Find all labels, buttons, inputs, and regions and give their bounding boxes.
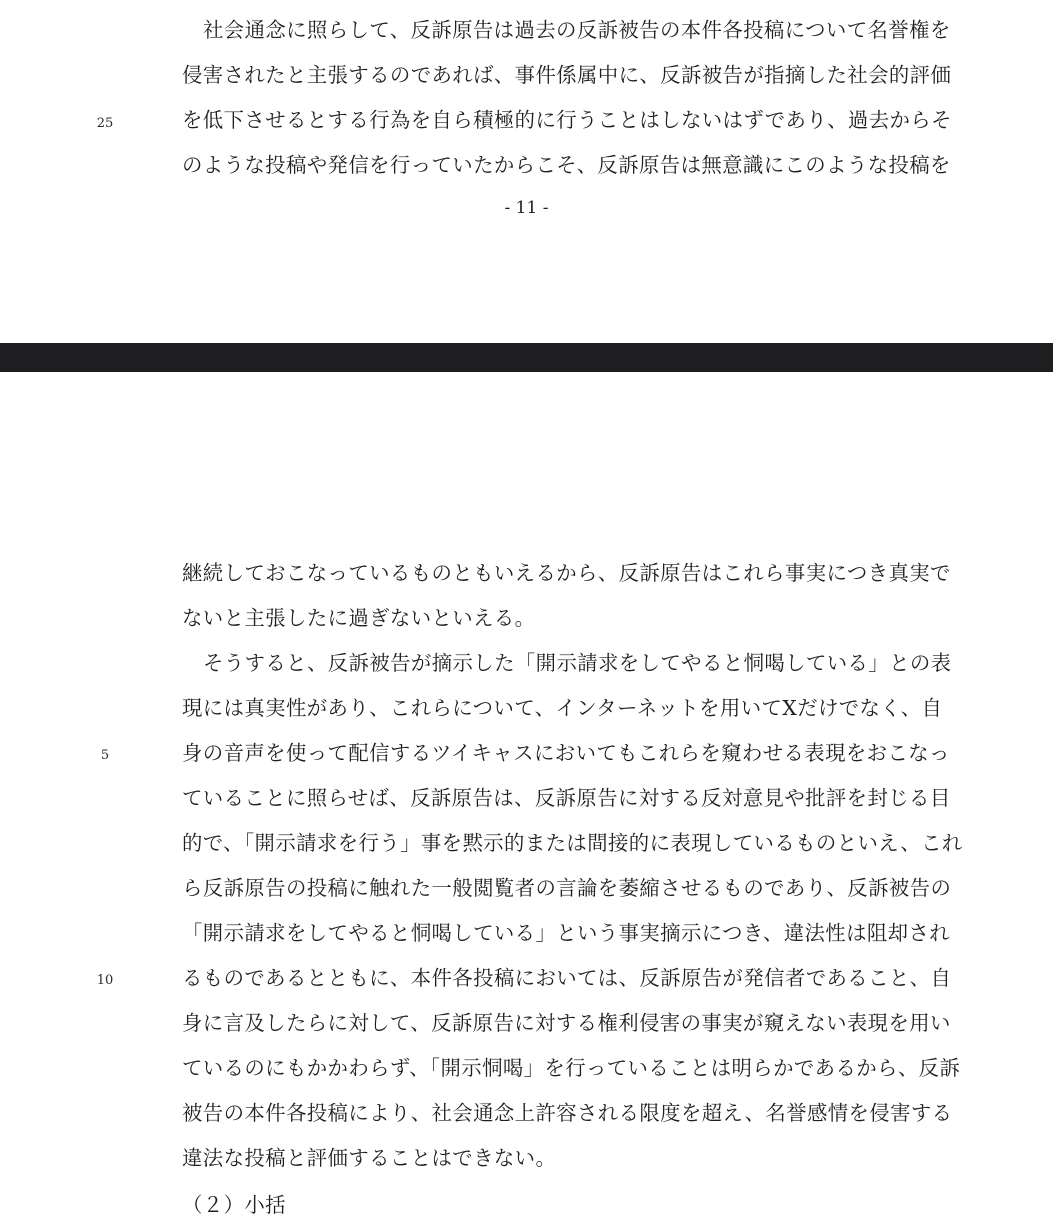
line-number: 5 (100, 748, 110, 763)
section-heading: （２）小括 (182, 1193, 286, 1217)
body-text-line: 「開示請求をしてやると恫喝している」という事実摘示につき、違法性は阻却され (182, 921, 951, 945)
body-text-line: 身に言及したらに対して、反訴原告に対する権利侵害の事実が窺えない表現を用い (182, 1011, 951, 1035)
body-text-line: 身の音声を使って配信するツイキャスにおいてもこれらを窺わせる表現をおこなっ (182, 741, 950, 765)
body-text-line: るものであるとともに、本件各投稿においては、反訴原告が発信者であること、自 (182, 966, 952, 990)
line-number: 10 (96, 973, 114, 988)
document-page-11 (0, 0, 1053, 343)
body-text-line: 侵害されたと主張するのであれば、事件係属中に、反訴被告が指摘した社会的評価 (182, 63, 952, 87)
body-text-line: 社会通念に照らして、反訴原告は過去の反訴被告の本件各投稿について名誉権を (203, 18, 951, 42)
body-text-line: ないと主張したに過ぎないといえる。 (182, 606, 536, 630)
body-text-line: 現には真実性があり、これらについて、インターネットを用いてXだけでなく、自 (182, 696, 943, 720)
page-number: - 11 - (504, 198, 549, 218)
body-text-line: 違法な投稿と評価することはできない。 (182, 1146, 557, 1170)
body-text-line: を低下させるとする行為を自ら積極的に行うことはしないはずであり、過去からそ (182, 108, 952, 132)
body-text-line: そうすると、反訴被告が摘示した「開示請求をしてやると恫喝している」との表 (203, 651, 952, 675)
line-number: 25 (96, 116, 114, 131)
body-text-line: 的で、「開示請求を行う」事を黙示的または間接的に表現しているものといえ、これ (182, 831, 963, 855)
document-page-12 (0, 372, 1053, 1217)
body-text-line: ていることに照らせば、反訴原告は、反訴原告に対する反対意見や批評を封じる目 (182, 786, 951, 810)
body-text-line: ら反訴原告の投稿に触れた一般閲覧者の言論を萎縮させるものであり、反訴被告の (182, 876, 952, 900)
body-text-line: のような投稿や発信を行っていたからこそ、反訴原告は無意識にこのような投稿を (182, 153, 951, 177)
page-separator (0, 343, 1053, 372)
body-text-line: ているのにもかかわらず、「開示恫喝」を行っていることは明らかであるから、反訴 (182, 1056, 961, 1080)
body-text-line: 被告の本件各投稿により、社会通念上許容される限度を超え、名誉感情を侵害する (182, 1101, 953, 1125)
body-text-line: 継続しておこなっているものともいえるから、反訴原告はこれら事実につき真実で (182, 561, 951, 585)
